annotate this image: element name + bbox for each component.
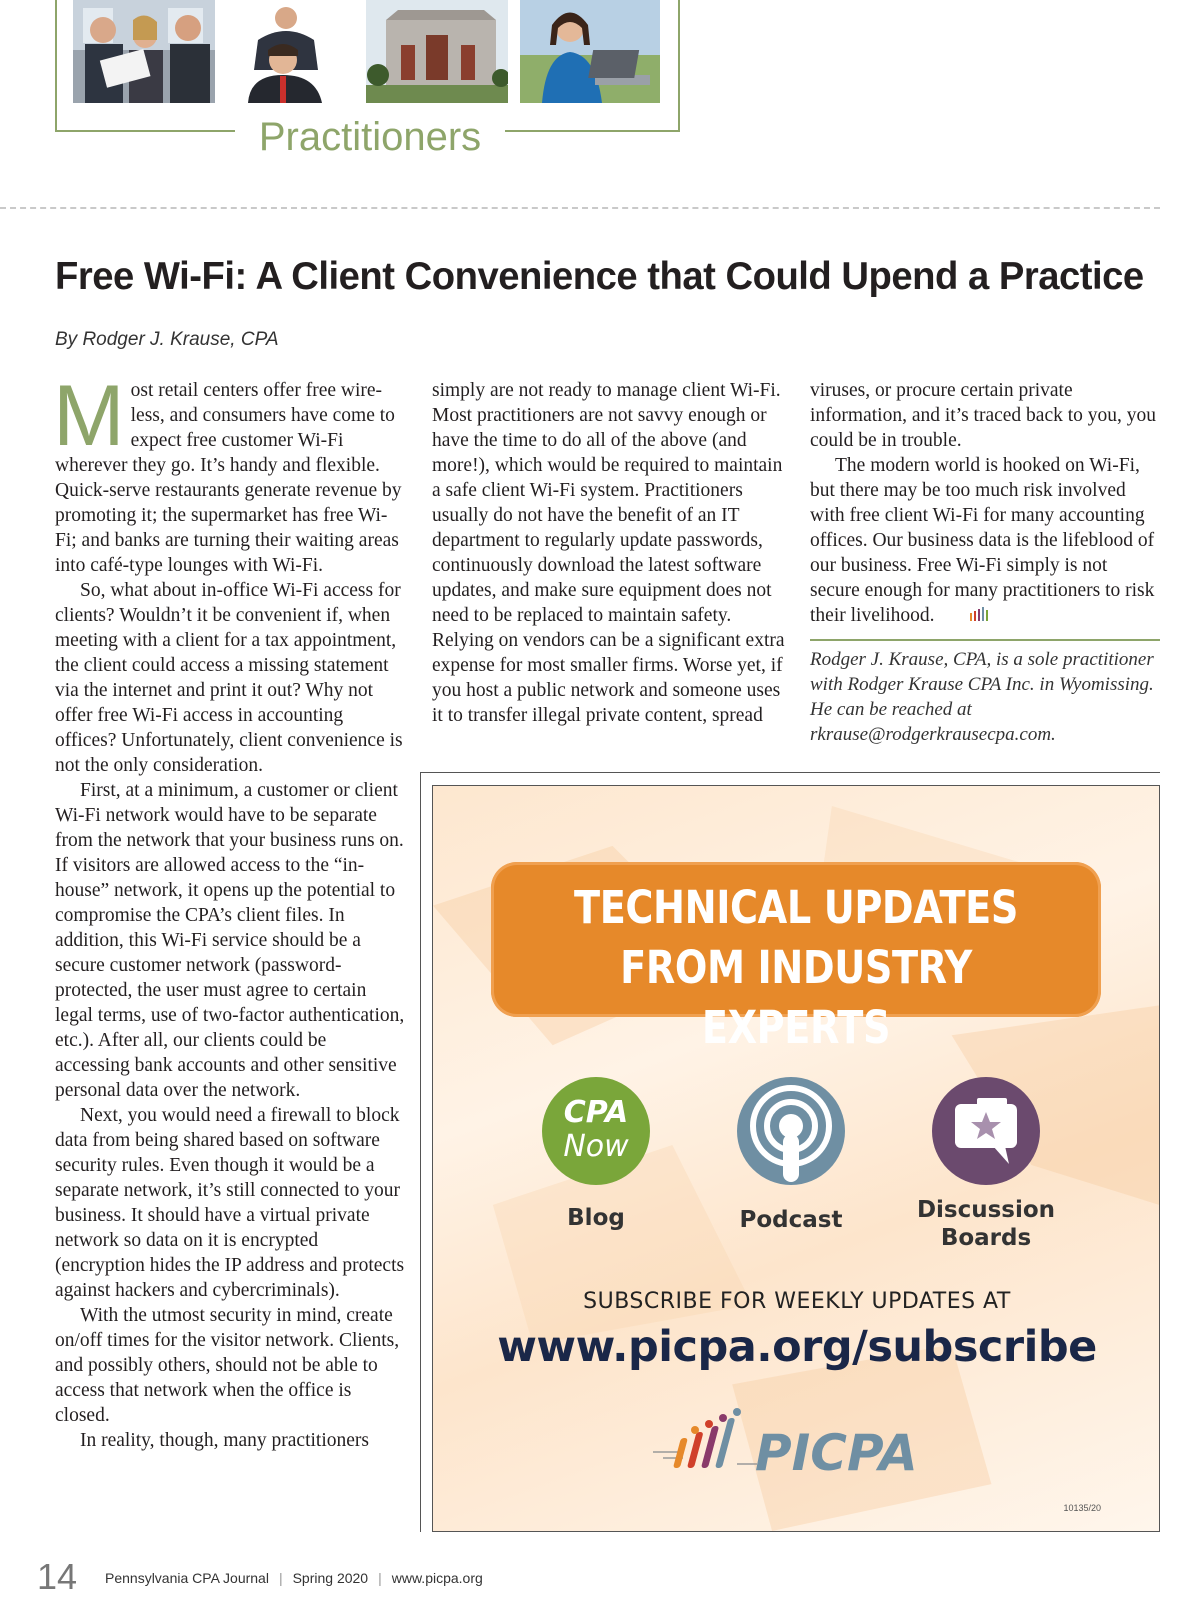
paragraph: viruses, or procure certain private information, and it’s traced back to you, you could be in trouble. (810, 380, 1157, 451)
footer-separator: | (278, 1570, 283, 1586)
paragraph: Most retail centers offer free wire-less, and consumers have come to expect free customer Wi-Fi wherever they go. It’s handy and flexible. Quick-serve restaurants generate revenue by promoting it; the supermarket has free Wi-Fi; and banks are turning their waiting areas into café-type lounges with Wi-Fi. (53, 368, 402, 576)
issue-date: Spring 2020 (292, 1570, 369, 1586)
discussion-boards-label[interactable]: Discussion Boards (916, 1197, 1056, 1251)
drop-cap: M (53, 368, 125, 464)
author-bio: Rodger J. Krause, CPA, is a sole practitioner with Rodger Krause CPA Inc. in Wyomissing. He can be reached at rkrause@rodgerkrausecpa.com. (810, 649, 1154, 746)
footer-website-link[interactable]: www.picpa.org (391, 1570, 483, 1586)
svg-text:CPA: CPA (563, 1095, 629, 1130)
ad-headline-line-2: FROM INDUSTRY EXPERTS (620, 941, 972, 1054)
bio-divider (810, 639, 1160, 641)
picpa-advertisement (432, 785, 1160, 1532)
svg-text:PICPA: PICPA (755, 1424, 918, 1482)
paragraph: simply are not ready to manage client Wi-Fi. Most practitioners are not savvy enough or have the time to do all of the above (and more!), which would be required to maintain a safe client Wi-Fi system. Practitioners usually do not have the benefit of an IT department to regularly update passwords, continuously download the latest software updates, and make sure equipment does not need to be replaced to maintain safety. Relying on vendors can be a significant extra expense for most smaller firms. Worse yet, if you host a public network and someone uses it to transfer illegal private content, spread (432, 380, 785, 726)
ad-headline-banner (491, 862, 1101, 1054)
picpa-logo (653, 1408, 933, 1488)
article-column-3 (810, 378, 1160, 747)
page-number: 14 (37, 1556, 78, 1597)
cpa-now-blog-icon[interactable] (541, 1076, 651, 1186)
journal-name: Pennsylvania CPA Journal (105, 1570, 269, 1586)
section-divider (0, 207, 1160, 209)
paragraph: So, what about in-office Wi-Fi access for clients? Wouldn’t it be convenient if, when meeting with a client for a tax appointment, the client could access a missing statement via the internet and print it out? Why not offer free Wi-Fi access in accounting offices? Unfortunately, client convenience is not the only consideration. (55, 580, 403, 776)
paragraph: In reality, though, many practitioners (80, 1430, 369, 1451)
ad-subscribe-url[interactable]: www.picpa.org/subscribe (497, 1322, 1097, 1372)
article-title: Free Wi-Fi: A Client Convenience that Could Upend a Practice (55, 255, 1144, 298)
ad-subscribe-text: SUBSCRIBE FOR WEEKLY UPDATES AT (583, 1289, 1011, 1314)
page-footer (105, 1570, 483, 1586)
podcast-label[interactable]: Podcast (739, 1207, 843, 1233)
paragraph: The modern world is hooked on Wi-Fi, but there may be too much risk involved with free client Wi-Fi for many accounting offices. Our business data is the lifeblood of our business. Free Wi-Fi simply is not secure enough for many practitioners to risk their livelihood. (810, 453, 1160, 629)
svg-text:Now: Now (563, 1129, 629, 1164)
ad-headline-line-1: TECHNICAL UPDATES (574, 881, 1018, 934)
article-byline: By Rodger J. Krause, CPA (55, 329, 279, 350)
paragraph: With the utmost security in mind, create on/off times for the visitor network. Clients, and possibly others, should not be able to access that network when the office is closed. (55, 1305, 400, 1426)
article-column-1 (53, 368, 405, 1453)
paragraph: First, at a minimum, a customer or client Wi-Fi network would have to be separate from the network that your business runs on. If visitors are allowed access to the “in-house” network, it opens up the potential to compromise the CPA’s client files. In addition, this Wi-Fi service should be a secure customer network (password-protected, the user must agree to certain legal terms, use of two-factor authentication, etc.). After all, our clients could be accessing bank accounts and other sensitive personal data over the network. (55, 780, 405, 1101)
blog-label[interactable]: Blog (567, 1205, 625, 1231)
photo-business-team (73, 0, 215, 103)
photo-two-men (238, 0, 333, 103)
photo-office-building (366, 0, 508, 103)
article-column-2 (432, 378, 787, 728)
podcast-icon[interactable] (736, 1076, 846, 1186)
footer-separator: | (378, 1570, 382, 1586)
end-mark-icon (943, 604, 992, 629)
ad-code: 10135/20 (1063, 1503, 1101, 1513)
ad-frame-top (420, 772, 1160, 773)
discussion-boards-icon[interactable] (931, 1076, 1041, 1186)
photo-woman-laptop (520, 0, 660, 103)
paragraph: Next, you would need a firewall to block data from being shared based on software security rules. Even though it would be a separate network, it’s still connected to your business. It should have a virtual private network so data on it is encrypted (encryption hides the IP address and protects against hackers and cybercriminals). (55, 1105, 405, 1301)
ad-frame-left (420, 772, 421, 1532)
section-title: Practitioners (235, 112, 505, 162)
